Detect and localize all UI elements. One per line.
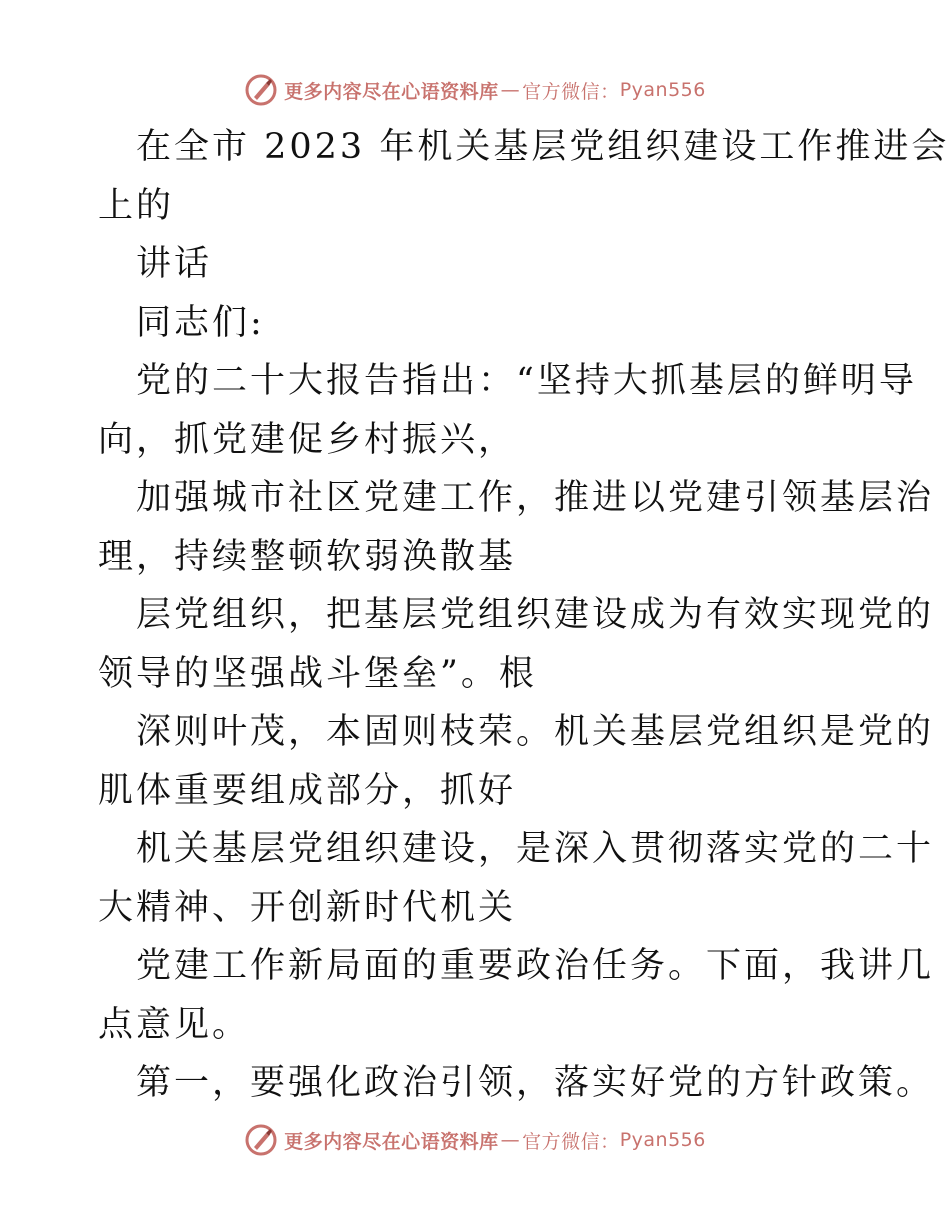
pen-logo-icon — [244, 73, 278, 107]
footer-watermark-banner — [0, 1120, 950, 1160]
paragraph-line: 向，抓党建促乡村振兴， — [98, 419, 517, 460]
banner-wechat-id: Pyan556 — [619, 79, 706, 101]
salutation: 同志们: — [136, 302, 265, 343]
paragraph-line: 机关基层党组织建设，是深入贯彻落实党的二十 — [136, 829, 935, 869]
header-watermark-banner — [0, 70, 950, 110]
title-line-3: 讲话 — [136, 244, 213, 284]
banner-main-text: 更多内容尽在心语资料库 — [284, 1130, 499, 1153]
banner-wechat-id: Pyan556 — [619, 1129, 706, 1151]
paragraph-line: 深则叶茂，本固则枝荣。机关基层党组织是党的 — [136, 712, 935, 752]
banner-sub-text: 官方微信： — [522, 1130, 620, 1153]
paragraph-line: 党的二十大报告指出：“坚持大抓基层的鲜明导 — [136, 361, 917, 401]
document-body — [98, 118, 950, 1113]
title-line-1: 在全市 2023 年机关基层党组织建设工作推进会 — [136, 127, 950, 167]
paragraph-line: 肌体重要组成部分，抓好 — [98, 770, 517, 811]
banner-dash: — — [500, 79, 521, 101]
paragraph-line: 加强城市社区党建工作，推进以党建引领基层治 — [136, 478, 935, 518]
title-line-2: 上的 — [98, 185, 175, 226]
pen-logo-icon — [244, 1123, 278, 1157]
banner-main-text: 更多内容尽在心语资料库 — [284, 80, 499, 103]
section-heading-1: 第一，要强化政治引领，落实好党的方针政策。 — [136, 1063, 935, 1103]
paragraph-line: 点意见。 — [98, 1004, 251, 1045]
paragraph-line: 领导的坚强战斗堡垒”。根 — [98, 653, 537, 694]
paragraph-line: 层党组织，把基层党组织建设成为有效实现党的 — [136, 595, 935, 635]
banner-sub-text: 官方微信： — [522, 80, 620, 103]
paragraph-line: 党建工作新局面的重要政治任务。下面，我讲几 — [136, 946, 935, 986]
banner-dash: — — [500, 1129, 521, 1151]
paragraph-line: 理，持续整顿软弱涣散基 — [98, 536, 517, 577]
paragraph-line: 大精神、开创新时代机关 — [98, 887, 517, 928]
